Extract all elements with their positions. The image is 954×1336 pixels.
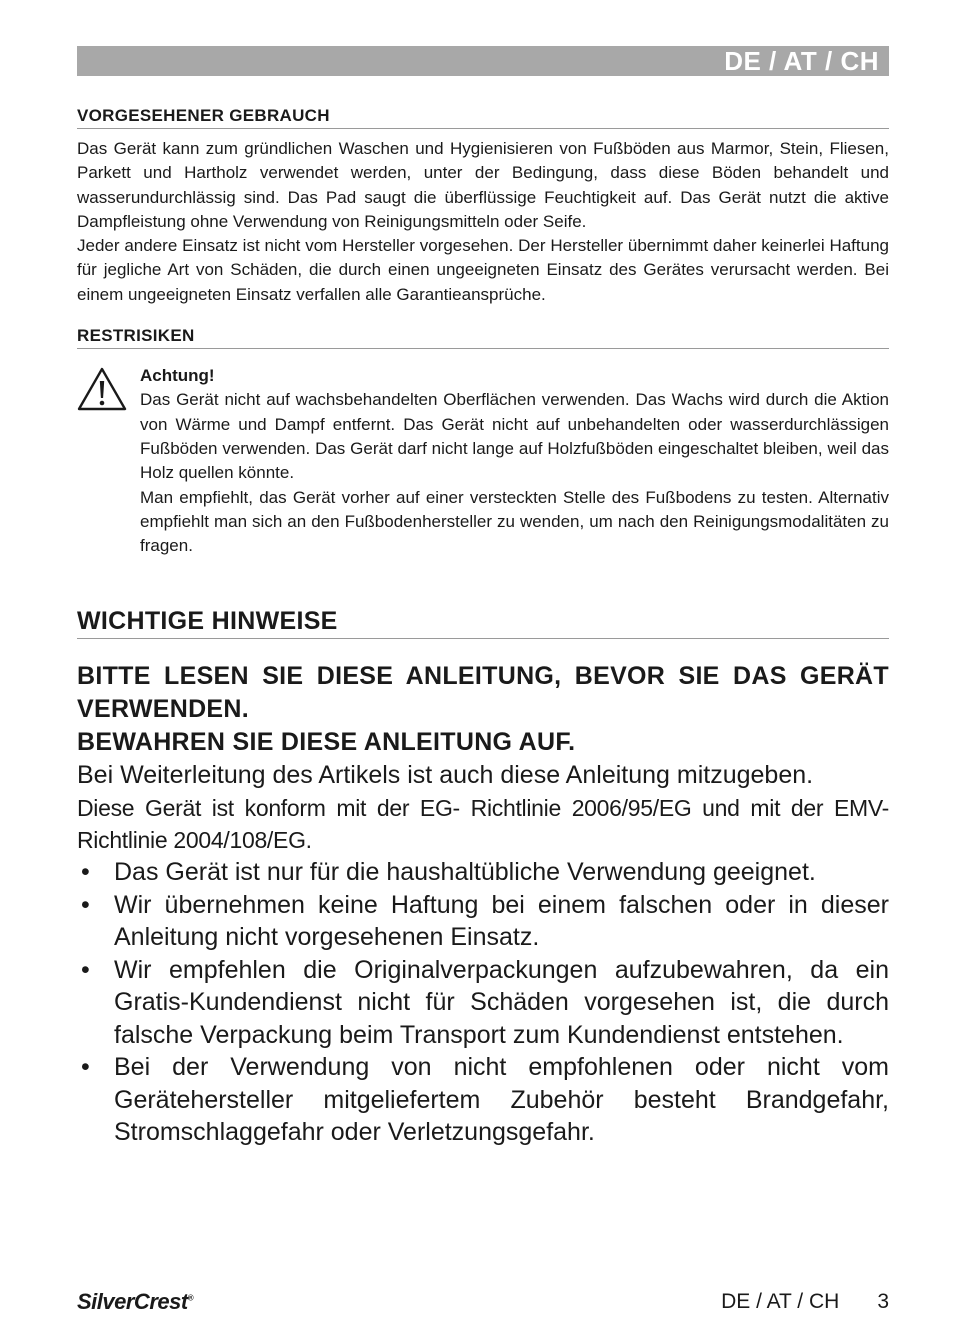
paragraph: Das Gerät kann zum gründlichen Waschen und Hygienisieren von Fußböden aus Marmor, Stein, Fliesen, Parkett und Hartholz verwendet werden, unter der Bedingung, dass diese Böden behandelt und wasserundurchlässig sind. Das Pad saugt die überflüssige Feuchtigkeit auf. Das Gerät nutzt die aktive Dampfleistung ohne Verwendung von Reinigungsmitteln oder Seife.	[77, 139, 889, 231]
page-content	[77, 106, 889, 1149]
section-heading-important-notes: WICHTIGE HINWEISE	[77, 606, 889, 639]
warning-text	[140, 364, 889, 558]
list-item-text: Das Gerät ist nur für die haushaltübliche Verwendung geeignet.	[114, 858, 816, 887]
list-item	[77, 889, 889, 954]
section-intended-use-body	[77, 137, 889, 307]
list-item-text: Wir übernehmen keine Haftung bei einem falschen oder in dieser Anleitung nicht vorgesehenen Einsatz.	[114, 890, 889, 952]
list-item	[77, 954, 889, 1052]
header-bar	[77, 46, 889, 76]
warning-block	[77, 364, 889, 558]
warning-triangle-icon	[77, 364, 140, 558]
notes-list	[77, 856, 889, 1149]
header-language-tag: DE / AT / CH	[724, 46, 879, 76]
section-heading-residual-risks: RESTRISIKEN	[77, 326, 889, 349]
trademark-symbol: ®	[187, 1293, 194, 1303]
list-item-text: Bei der Verwendung von nicht empfohlenen oder nicht vom Gerätehersteller mitgeliefertem Zubehör besteht Brandgefahr, Stromschlaggefahr oder Verletzungsgefahr.	[114, 1053, 889, 1147]
paragraph: Man empfiehlt, das Gerät vorher auf einer versteckten Stelle des Fußbodens zu testen. Alternativ empfiehlt man sich an den Fußbodenhersteller zu wenden, um nach den Reinigungsmodalitäten zu fragen.	[140, 487, 889, 556]
paragraph: Das Gerät nicht auf wachsbehandelten Oberflächen verwenden. Das Wachs wird durch die Aktion von Wärme und Dampf entfernt. Das Gerät nicht auf unbehandelten oder wasserdurchlässigen Fußböden verwenden. Das Gerät darf nicht lange auf Holzfußböden eingeschaltet bleiben, weil das Holz quellen könnte.	[140, 390, 889, 483]
bullet-icon: •	[81, 858, 90, 887]
footer-language-tag: DE / AT / CH	[721, 1290, 840, 1313]
read-instructions-notice: BITTE LESEN SIE DIESE ANLEITUNG, BEVOR SIE DAS GERÄT VERWENDEN.	[77, 662, 889, 724]
conformity-notice: Diese Gerät ist konform mit der EG- Richtlinie 2006/95/EG und mit der EMV-Richtlinie 2004/108/EG.	[77, 795, 889, 854]
list-item	[77, 1051, 889, 1149]
brand-logo	[77, 1289, 193, 1315]
section-heading-intended-use: VORGESEHENER GEBRAUCH	[77, 106, 889, 129]
list-item-text: Wir empfehlen die Originalverpackungen aufzubewahren, da ein Gratis-Kundendienst nicht für Schäden vorgesehen ist, die durch falsche Verpackung beim Transport zum Kundendienst entstehen.	[114, 955, 889, 1049]
bullet-icon: •	[81, 890, 90, 919]
warning-title: Achtung!	[140, 366, 215, 386]
brand-name: SilverCrest	[77, 1289, 188, 1314]
page-number: 3	[877, 1290, 889, 1313]
paragraph: Jeder andere Einsatz ist nicht vom Hersteller vorgesehen. Der Hersteller übernimmt daher keinerlei Haftung für jegliche Art von Schäden, die durch einen ungeeigneten Einsatz des Gerätes verursacht werden. Bei einem ungeeigneten Einsatz verfallen alle Garantieansprüche.	[77, 236, 889, 304]
list-item	[77, 856, 889, 889]
bullet-icon: •	[81, 955, 90, 984]
handover-notice: Bei Weiterleitung des Artikels ist auch diese Anleitung mitzugeben.	[77, 761, 814, 790]
footer-info	[721, 1290, 889, 1314]
bullet-icon: •	[81, 1053, 90, 1082]
keep-instructions-notice: BEWAHREN SIE DIESE ANLEITUNG AUF.	[77, 728, 576, 757]
